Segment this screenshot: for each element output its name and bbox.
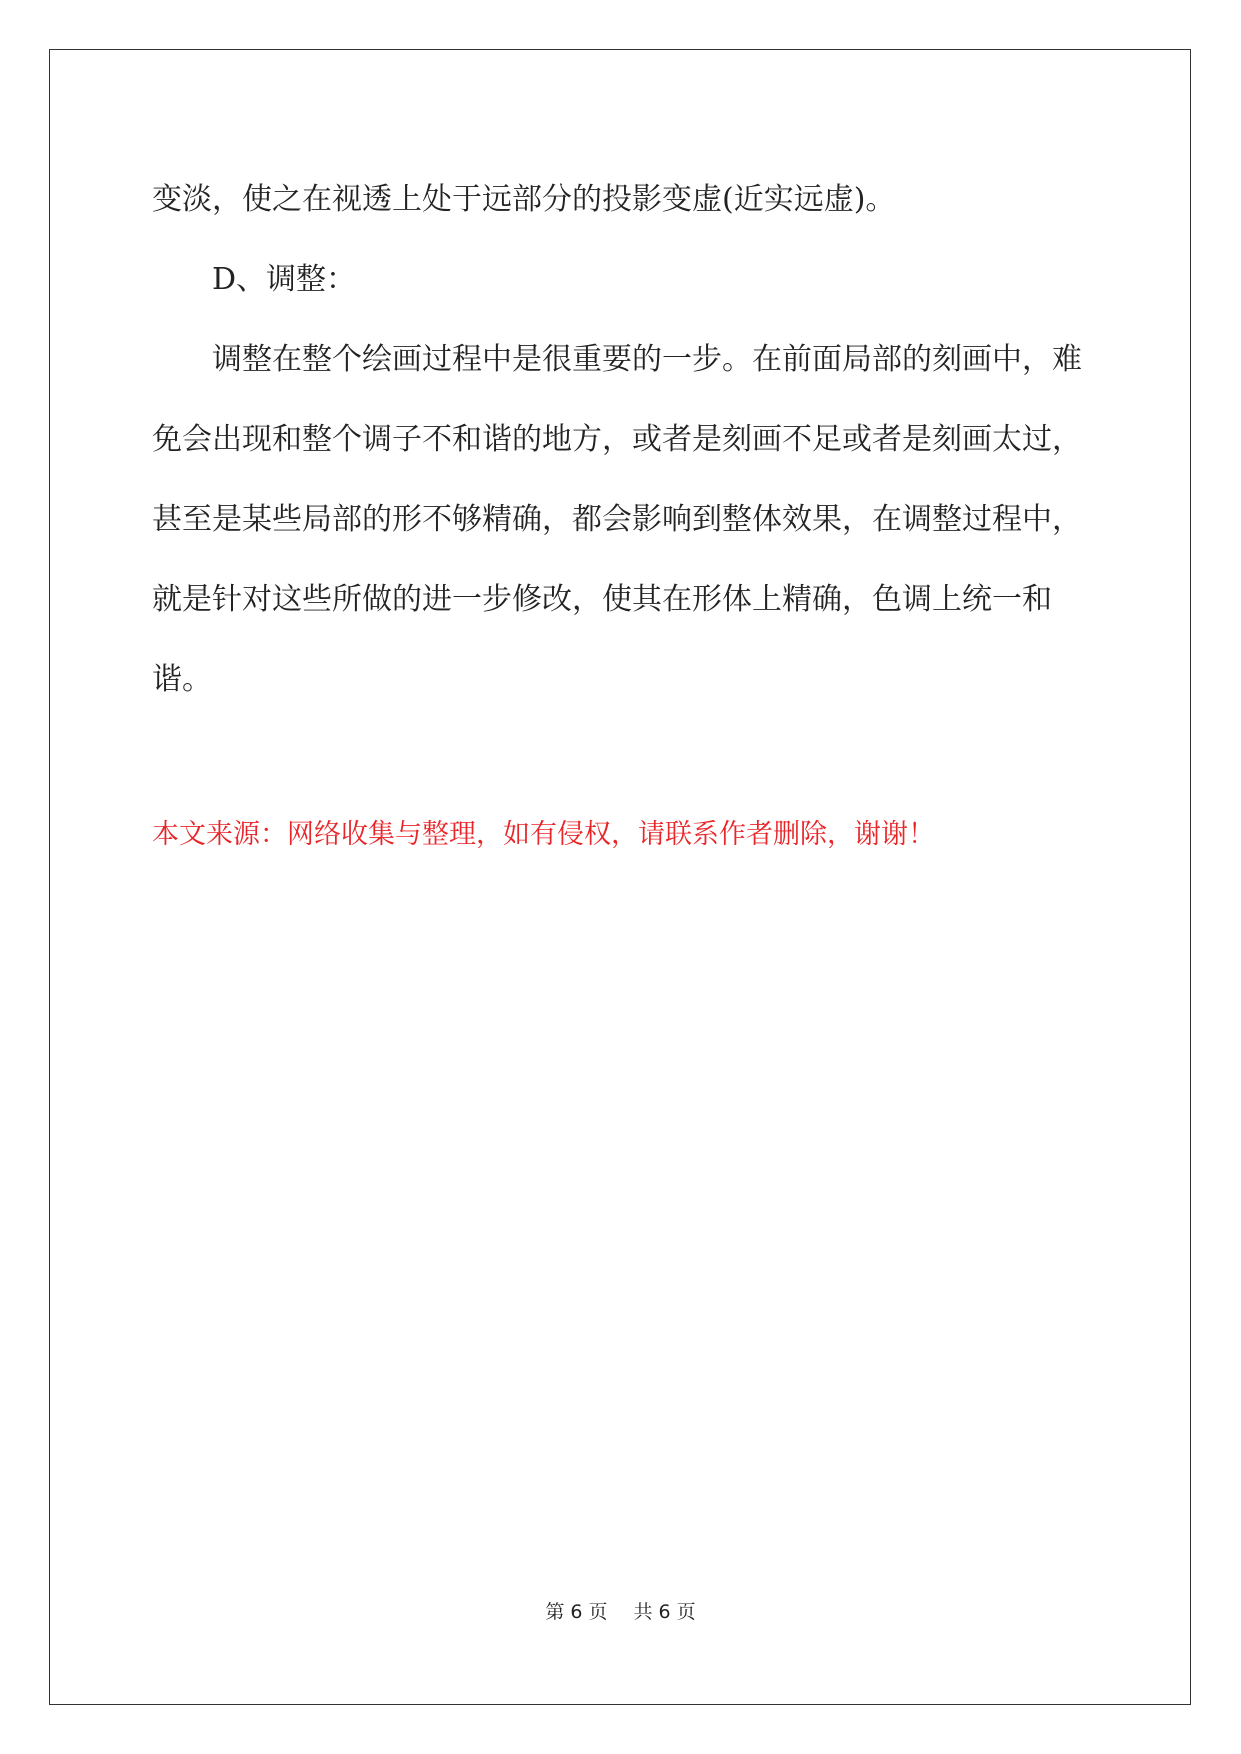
section-heading-adjustment: D、调整： bbox=[212, 262, 357, 297]
page-total: 共 6 页 bbox=[633, 1601, 696, 1623]
page-footer bbox=[0, 1597, 1241, 1624]
source-disclaimer: 本文来源：网络收集与整理，如有侵权，请联系作者删除，谢谢！ bbox=[152, 819, 935, 850]
paragraph-adjustment: 调整在整个绘画过程中是很重要的一步。在前面局部的刻画中，难免会出现和整个调子不和谐的地方，或者是刻画不足或者是刻画太过，甚至是某些局部的形不够精确，都会影响到整体效果，在调整过程中，就是针对这些所做的进一步修改，使其在形体上精确，色调上统一和谐。 bbox=[152, 342, 1082, 697]
document-body bbox=[152, 160, 1092, 720]
page-number: 第 6 页 bbox=[545, 1601, 608, 1623]
paragraph-continuation: 变淡，使之在视透上处于远部分的投影变虚(近实远虚)。 bbox=[152, 182, 896, 217]
